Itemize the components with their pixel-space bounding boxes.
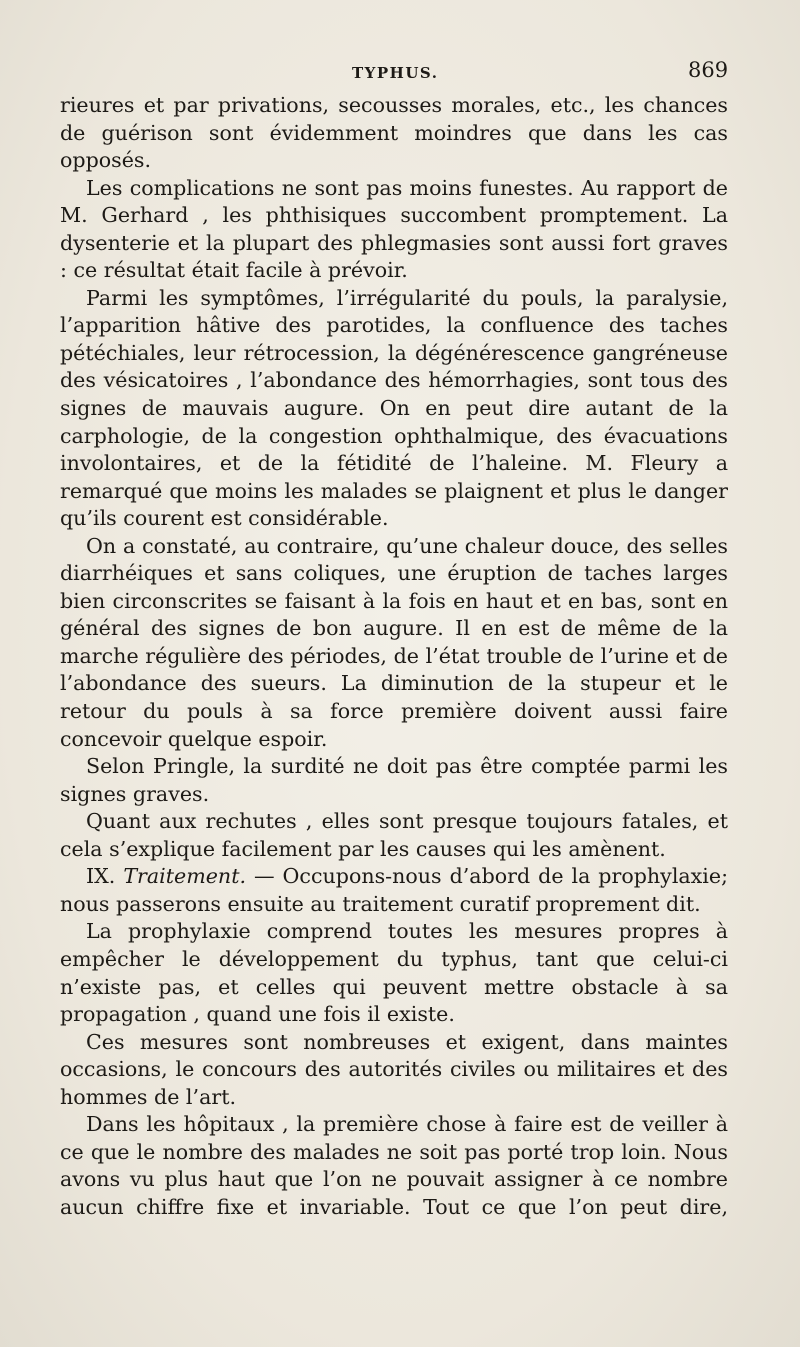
page-number: 869 — [688, 58, 729, 82]
section-title: Traitement. — [123, 864, 247, 889]
running-title: TYPHUS. — [352, 64, 439, 82]
section-paragraph — [60, 863, 728, 918]
section-number: IX. — [86, 864, 116, 889]
page-header — [0, 58, 800, 88]
paragraph: Ces mesures sont nombreuses et exigent, dans maintes occasions, le concours des autorités civiles ou militaires et des hommes de l’art. — [60, 1029, 728, 1109]
body-text — [60, 92, 728, 1221]
paragraph: Les complications ne sont pas moins funestes. Au rapport de M. Gerhard , les phthisiques succombent promptement. La dysenterie et la plupart des phlegmasies sont aussi fort graves : ce résultat était facile à prévoir. — [60, 175, 728, 283]
paragraph: On a constaté, au contraire, qu’une chaleur douce, des selles diarrhéiques et sans coliques, une éruption de taches larges bien circonscrites se faisant à la fois en haut et en bas, sont en général des signes de bon augure. Il en est de même de la marche régulière des périodes, de l’état trouble de l’urine et de l’abondance des sueurs. La diminution de la stupeur et le retour du pouls à sa force première doivent aussi faire concevoir quelque espoir. — [60, 533, 728, 751]
paragraph: Dans les hôpitaux , la première chose à faire est de veiller à ce que le nombre des malades ne soit pas porté trop loin. Nous avons vu plus haut que l’on ne pouvait assigner à ce nombre aucun chiffre fixe et invariable. Tout ce que l’on peut dire, — [60, 1112, 728, 1219]
paragraph: Parmi les symptômes, l’irrégularité du pouls, la paralysie, l’apparition hâtive des parotides, la confluence des taches pétéchiales, leur rétrocession, la dégénérescence gangréneuse des vésicatoires , l’abondance des hémorrhagies, sont tous des signes de mauvais augure. On en peut dire autant de la carphologie, de la congestion ophthalmique, des évacuations involontaires, et de la fétidité de l’haleine. M. Fleury a remarqué que moins les malades se plaignent et plus le danger qu’ils courent est considérable. — [60, 285, 728, 531]
section-text: — Occupons-nous d’abord de la prophylaxie; nous passerons ensuite au traitement curatif proprement dit. — [60, 864, 729, 916]
paragraph: Quant aux rechutes , elles sont presque toujours fatales, et cela s’explique facilement par les causes qui les amènent. — [60, 809, 728, 861]
paragraph-continuation: rieures et par privations, secousses morales, etc., les chances de guérison sont évidemment moindres que dans les cas opposés. — [60, 93, 728, 173]
paragraph: Selon Pringle, la surdité ne doit pas être comptée parmi les signes graves. — [60, 754, 728, 806]
paragraph: La prophylaxie comprend toutes les mesures propres à empêcher le développement du typhus, tant que celui-ci n’existe pas, et celles qui peuvent mettre obstacle à sa propagation , quand une fois il existe. — [60, 919, 728, 1027]
